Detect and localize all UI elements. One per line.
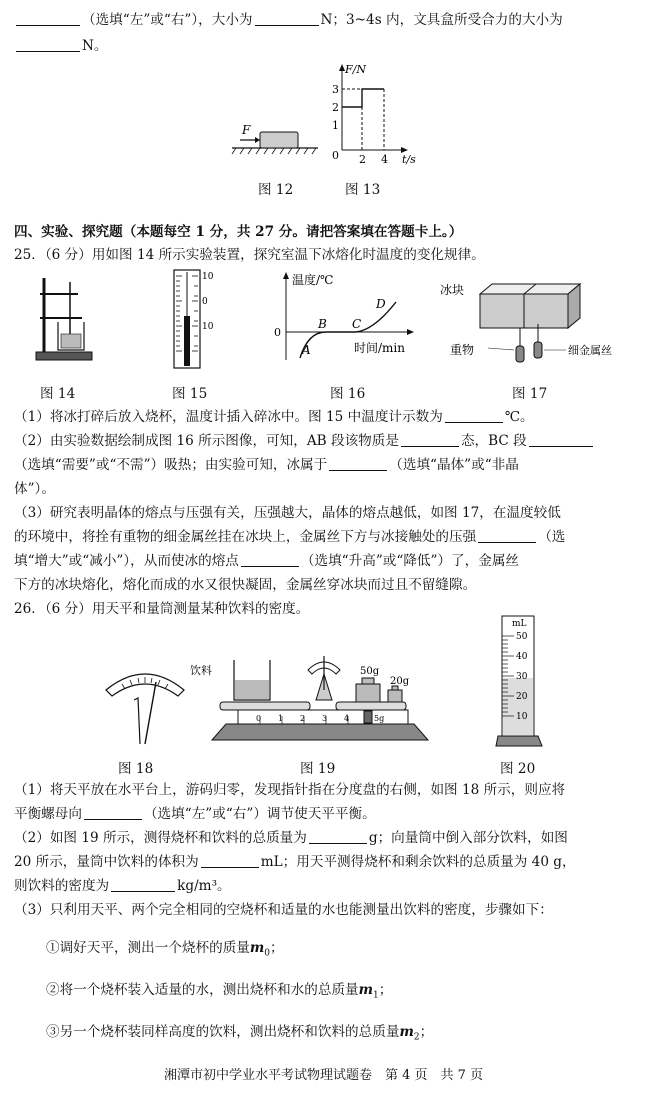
q25-part2-line3: 体”）。 <box>14 481 55 497</box>
section-title: 四、实验、探究题（本题每空 1 分，共 27 分。请把答案填在答题卡上。） <box>14 224 463 240</box>
weight-50g: 50g <box>360 666 380 677</box>
force-label: F <box>242 123 251 137</box>
q26-part3: （3）只利用天平、两个完全相同的空烧杯和适量的水也能测量出饮料的密度，步骤如下： <box>14 902 553 918</box>
point-B: B <box>318 317 327 331</box>
figure-17 <box>440 274 630 366</box>
caption-fig12: 图 12 <box>258 182 294 198</box>
caption-fig14: 图 14 <box>40 386 76 402</box>
q25-part1: （1）将冰打碎后放入烧杯，温度计插入碎冰中。图 15 中温度计示数为 ℃。 <box>14 409 534 425</box>
q26-part2-line3: 则饮料的密度为 kg/m³。 <box>14 878 231 894</box>
caption-fig15: 图 15 <box>172 386 208 402</box>
ice-label: 冰块 <box>440 283 465 297</box>
drink-label: 饮料 <box>190 664 212 677</box>
answer-blank <box>84 805 142 820</box>
answer-blank <box>255 11 319 26</box>
graph-x-label: 时间/min <box>354 341 405 355</box>
page-footer: 湘潭市初中学业水平考试物理试题卷 第 4 页 共 7 页 <box>164 1068 484 1083</box>
graph-origin: 0 <box>274 326 281 339</box>
origin-label: 0 <box>332 149 339 162</box>
caption-fig20: 图 20 <box>500 761 536 777</box>
rider-scale-3: 3 <box>322 714 328 723</box>
answer-blank <box>16 11 80 26</box>
answer-blank <box>111 877 175 892</box>
q26-part1-line1: （1）将天平放在水平台上，游码归零，发现指针指在分度盘的右侧，如图 18 所示，则应将 <box>14 782 566 798</box>
y-axis-label: F/N <box>345 63 366 76</box>
figure-14 <box>30 272 100 364</box>
figure-16 <box>270 270 420 366</box>
cylinder-unit: mL <box>512 619 527 629</box>
q25-part2-line1: （2）由实验数据绘制成图 16 所示图像，可知，AB 段该物质是 态，BC 段 <box>14 431 595 451</box>
thermo-tick-10: 10 <box>202 272 214 282</box>
y-tick-2: 2 <box>332 101 339 114</box>
q25-part2-line2: （选填“需要”或“不需”）吸热；由实验可知，冰属于 （选填“晶体”或“非晶 <box>14 457 519 473</box>
caption-fig19: 图 19 <box>300 761 336 777</box>
figure-13 <box>328 62 428 172</box>
answer-blank <box>309 829 367 844</box>
thermo-tick-0: 0 <box>202 297 208 307</box>
answer-blank <box>478 528 536 543</box>
q25-part3-line1: （3）研究表明晶体的熔点与压强有关，压强越大，晶体的熔点越低，如图 17，在温度较低 <box>14 505 561 521</box>
answer-blank <box>16 37 80 52</box>
answer-blank <box>329 456 387 471</box>
x-tick-2: 2 <box>359 153 366 166</box>
q26-part2-line2: 20 所示，量筒中饮料的体积为 mL；用天平测得烧杯和剩余饮料的总质量为 40 g， <box>14 854 576 870</box>
cylinder-tick-50: 50 <box>516 632 528 642</box>
cylinder-tick-30: 30 <box>516 672 528 682</box>
y-tick-1: 1 <box>332 119 339 132</box>
figure-18 <box>100 662 190 746</box>
step-1: ①调好天平，测出一个烧杯的质量$m_0$； <box>46 940 284 959</box>
answer-blank <box>401 432 459 447</box>
point-C: C <box>352 317 362 331</box>
caption-fig16: 图 16 <box>330 386 366 402</box>
x-tick-4: 4 <box>381 153 388 166</box>
thermo-tick-neg10: 10 <box>202 322 214 332</box>
answer-blank <box>241 552 299 567</box>
y-tick-3: 3 <box>332 83 339 96</box>
cylinder-tick-40: 40 <box>516 652 528 662</box>
rider-scale-2: 2 <box>300 714 306 723</box>
point-A: A <box>302 343 311 357</box>
answer-blank <box>529 432 593 447</box>
caption-fig17: 图 17 <box>512 386 548 402</box>
cylinder-tick-10: 10 <box>516 712 528 722</box>
x-axis-label: t/s <box>402 153 416 166</box>
figure-20 <box>494 612 554 752</box>
step-2: ②将一个烧杯装入适量的水，测出烧杯和水的总质量$m_1$； <box>46 982 393 1001</box>
q25-part3-line3: 填“增大”或“减小”），从而使冰的熔点 （选填“升高”或“降低”）了，金属丝 <box>14 553 520 569</box>
figure-19 <box>190 640 450 752</box>
answer-blank <box>445 408 503 423</box>
step-3: ③另一个烧杯装同样高度的饮料，测出烧杯和饮料的总质量$m_2$； <box>46 1024 434 1043</box>
top-line-2: N。 <box>14 36 108 56</box>
rider-scale-0: 0 <box>256 714 262 723</box>
rider-scale-1: 1 <box>278 714 284 723</box>
graph-y-label: 温度/℃ <box>292 273 334 287</box>
q25-stem: 25．（6 分）用如图 14 所示实验装置，探究室温下冰熔化时温度的变化规律。 <box>14 247 485 263</box>
rider-scale-5g: 5g <box>374 714 385 723</box>
figure-15 <box>162 268 222 372</box>
weight-20g: 20g <box>390 676 410 687</box>
answer-blank <box>201 853 259 868</box>
q26-stem: 26．（6 分）用天平和量筒测量某种饮料的密度。 <box>14 601 310 617</box>
caption-fig18: 图 18 <box>118 761 154 777</box>
q25-part3-line2: 的环境中，将拴有重物的细金属丝挂在冰块上，金属丝下方与冰接触处的压强 （选 <box>14 529 566 545</box>
top-line-1: （选填“左”或“右”），大小为 N；3~4s 内，文具盒所受合力的大小为 <box>14 10 563 30</box>
cylinder-tick-20: 20 <box>516 692 528 702</box>
q26-part2-line1: （2）如图 19 所示，测得烧杯和饮料的总质量为 g；向量筒中倒入部分饮料，如图 <box>14 830 568 846</box>
q26-part1-line2: 平衡螺母向 （选填“左”或“右”）调节使天平平衡。 <box>14 806 376 822</box>
figure-12 <box>230 118 320 158</box>
rider-scale-4: 4 <box>344 714 350 723</box>
q25-part3-line4: 下方的冰块熔化，熔化而成的水又很快凝固，金属丝穿冰块而过且不留缝隙。 <box>14 577 477 593</box>
caption-fig13: 图 13 <box>345 182 381 198</box>
wire-label: 细金属丝 <box>568 344 612 357</box>
weight-label: 重物 <box>450 343 475 357</box>
point-D: D <box>376 297 386 311</box>
